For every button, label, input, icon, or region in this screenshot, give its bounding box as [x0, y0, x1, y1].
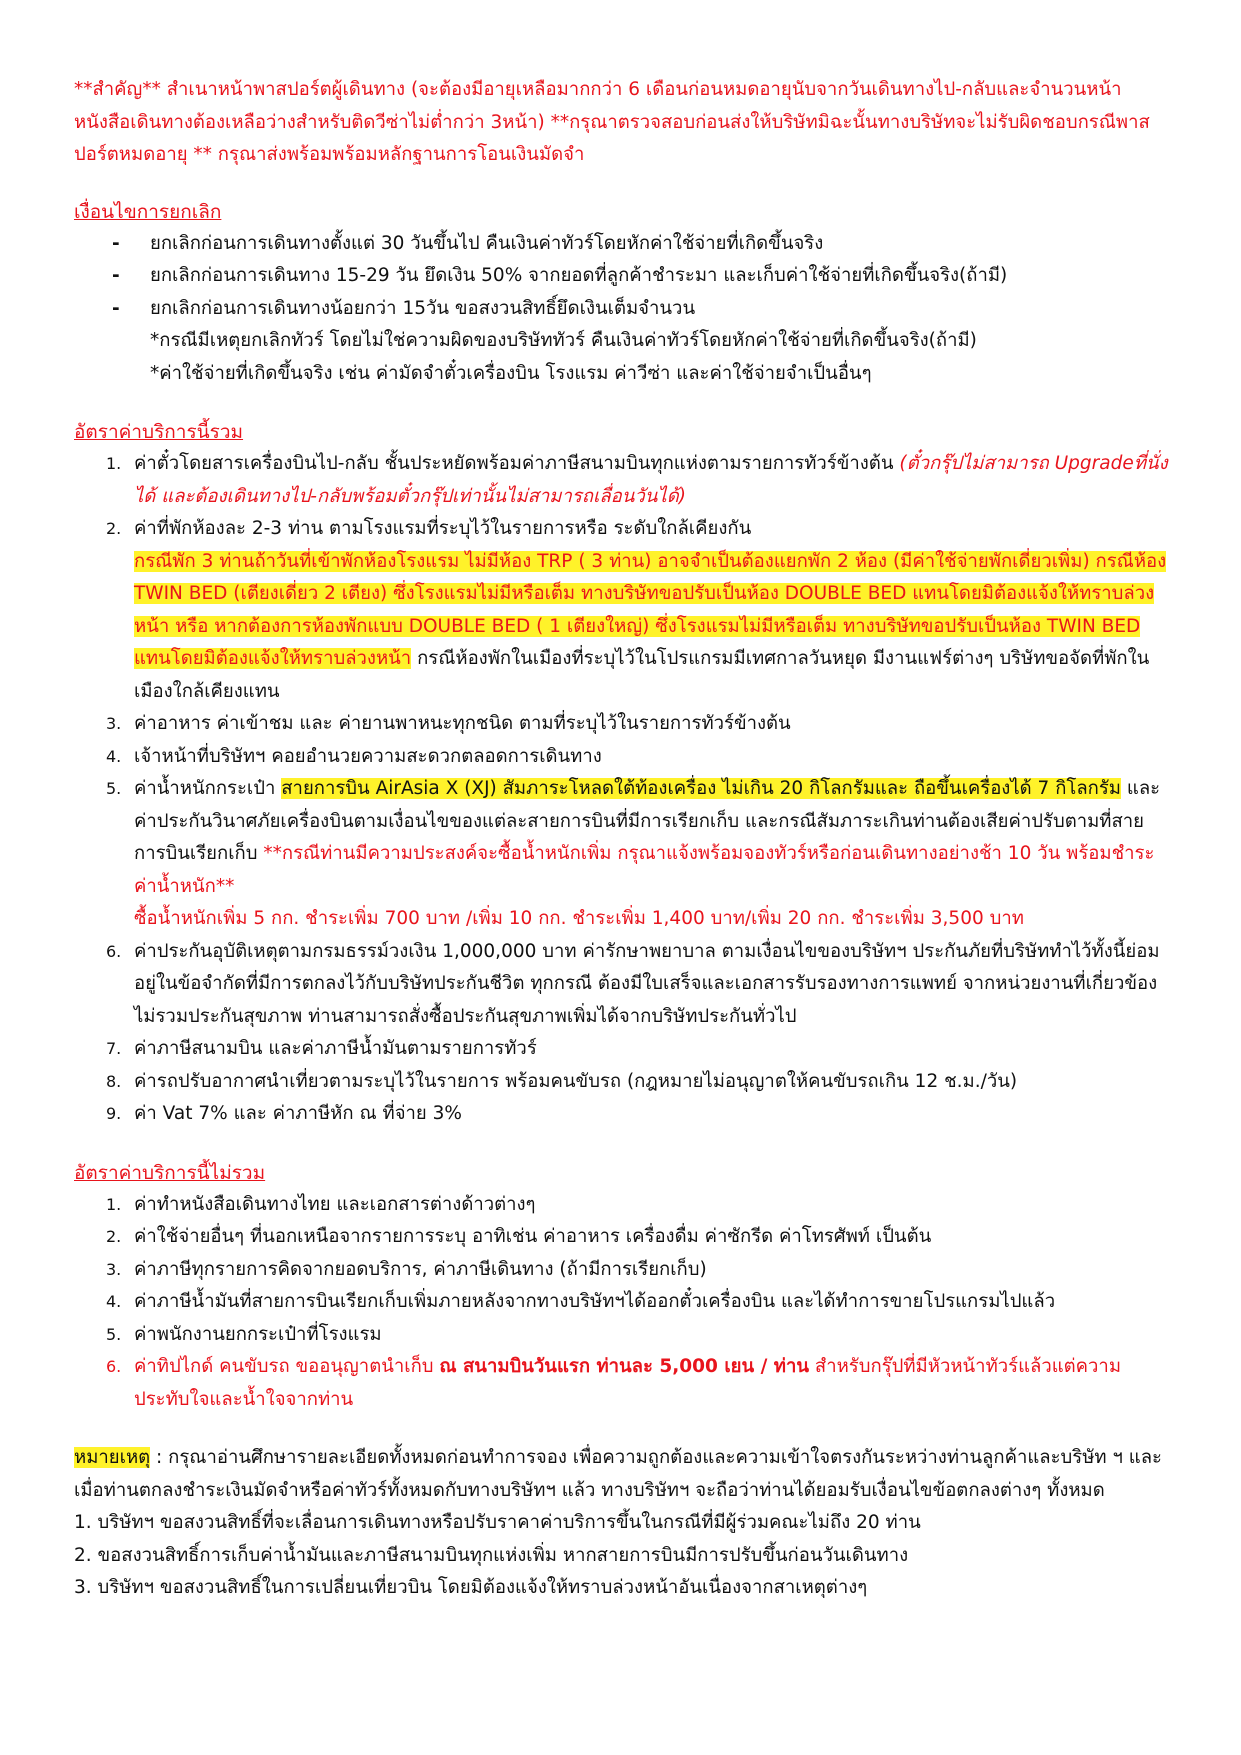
cancel-note: *กรณีมีเหตุยกเลิกทัวร์ โดยไม่ใช่ความผิดของบริษัททัวร์ คืนเงินค่าทัวร์โดยหักค่าใช้จ่ายที่เกิดขึ้นจริง(ถ้ามี): [150, 330, 977, 351]
remark-label: หมายเหตุ: [74, 1447, 151, 1468]
cancel-item: - ยกเลิกก่อนการเดินทางน้อยกว่า 15วัน ขอสงวนสิทธิ์ยึดเงินเต็มจำนวน: [112, 297, 696, 319]
excluded-item: 5. ค่าพนักงานยกกระเป๋าที่โรงแรม: [106, 1323, 382, 1345]
excluded-heading: อัตราค่าบริการนี้ไม่รวม: [74, 1161, 266, 1184]
remark-item: 1. บริษัทฯ ขอสงวนสิทธิ์ที่จะเลื่อนการเดินทางหรือปรับราคาค่าบริการขึ้นในกรณีที่มีผู้ร่วมคณะไม่ถึง 20 ท่าน: [74, 1512, 921, 1533]
cancel-item: - ยกเลิกก่อนการเดินทางตั้งแต่ 30 วันขึ้นไป คืนเงินค่าทัวร์โดยหักค่าใช้จ่ายที่เกิดขึ้นจริง: [112, 232, 824, 254]
cancel-item: - ยกเลิกก่อนการเดินทาง 15-29 วัน ยึดเงิน 50% จากยอดที่ลูกค้าชำระมา และเก็บค่าใช้จ่ายที่เกิดขึ้นจริง(ถ้ามี): [112, 265, 1008, 286]
passport-notice: **สำคัญ** สำเนาหน้าพาสปอร์ตผู้เดินทาง (จะต้องมีอายุเหลือมากกว่า 6 เดือนก่อนหมดอายุนับจากวันเดินทางไป-กลับและจำนวนหน้าหนังสือเดินทางต้องเหลือว่างสำหรับติดวีซ่าไม่ต่ำกว่า 3หน้า) **กรุณาตรวจสอบก่อนส่งให้บริษัทมิฉะนั้นทางบริษัทจะไม่รับผิดชอบกรณีพาสปอร์ตหมดอายุ ** กรุณาส่งพร้อมพร้อมหลักฐานการโอนเงินมัดจำ: [74, 79, 1150, 165]
included-list: [74, 448, 1169, 1131]
excluded-item: 6. ค่าทิปไกด์ คนขับรถ ขออนุญาตนำเก็บ ณ สนามบินวันแรก ท่านละ 5,000 เยน / ท่าน สำหรับกรุ๊ปที่มีหัวหน้าทัวร์แล้วแต่ความประทับใจและน้ำใจจากท่าน: [106, 1356, 1122, 1410]
included-item: 4. เจ้าหน้าที่บริษัทฯ คอยอำนวยความสะดวกตลอดการเดินทาง: [106, 745, 602, 767]
excluded-list: [74, 1189, 1169, 1417]
included-item: 3. ค่าอาหาร ค่าเข้าชม และ ค่ายานพาหนะทุกชนิด ตามที่ระบุไว้ในรายการทัวร์ข้างต้น: [106, 713, 791, 734]
included-item: 5. ค่าน้ำหนักกระเป๋า สายการบิน AirAsia X (XJ) สัมภาระโหลดใต้ท้องเครื่อง ไม่เกิน 20 กิโลกรัมและ ถือขึ้นเครื่องได้ 7 กิโลกรัม และค่าประกันวินาศภัยเครื่องบินตามเงื่อนไขของแต่ละสายการบินที่มีการเรียกเก็บ และกรณีสัมภาระเกินท่านต้องเสียค่าปรับตามที่สายการบินเรียกเก็บ **กรณีท่านมีความประสงค์จะซื้อน้ำหนักเพิ่ม กรุณาแจ้งพร้อมจองทัวร์หรือก่อนเดินทางอย่างช้า 10 วัน พร้อมชำระค่าน้ำหนัก** ซื้อน้ำหนักเพิ่ม 5 กก. ชำระเพิ่ม 700 บาท /เพิ่ม 10 กก. ชำระเพิ่ม 1,400 บาท/เพิ่ม 20 กก. ชำระเพิ่ม 3,500 บาท: [106, 778, 1161, 929]
included-item: 8. ค่ารถปรับอากาศนำเที่ยวตามระบุไว้ในรายการ พร้อมคนขับรถ (กฎหมายไม่อนุญาตให้คนขับรถเกิน 12 ช.ม./วัน): [106, 1070, 1018, 1092]
included-item: 1. ค่าตั๋วโดยสารเครื่องบินไป-กลับ ชั้นประหยัดพร้อมค่าภาษีสนามบินทุกแห่งตามรายการทัวร์ข้างต้น (ตั๋วกรุ๊ปไม่สามารถ Upgradeที่นั่ง ได้ และต้องเดินทางไป-กลับพร้อมตั๋วกรุ๊ปเท่านั้นไม่สามารถเลื่อนวันได้): [106, 453, 1168, 507]
included-item: 2. ค่าที่พักห้องละ 2-3 ท่าน ตามโรงแรมที่ระบุไว้ในรายการหรือ ระดับใกล้เคียงกัน กรณีพัก 3 ท่านถ้าวันที่เข้าพักห้องโรงแรม ไม่มีห้อง TRP ( 3 ท่าน) อาจจำเป็นต้องแยกพัก 2 ห้อง (มีค่าใช้จ่ายพักเดี่ยวเพิ่ม) กรณีห้อง TWIN BED (เตียงเดี่ยว 2 เตียง) ซึ่งโรงแรมไม่มีหรือเต็ม ทางบริษัทขอปรับเป็นห้อง DOUBLE BED แทนโดยมิต้องแจ้งให้ทราบล่วงหน้า หรือ หากต้องการห้องพักแบบ DOUBLE BED ( 1 เตียงใหญ่) ซึ่งโรงแรมไม่มีหรือเต็ม ทางบริษัทขอปรับเป็นห้อง TWIN BED แทนโดยมิต้องแจ้งให้ทราบล่วงหน้า กรณีห้องพักในเมืองที่ระบุไว้ในโปรแกรมมีเทศกาลวันหยุด มีงานแฟร์ต่างๆ บริษัทขอจัดที่พักในเมืองใกล้เคียงแทน: [106, 518, 1167, 702]
cancel-heading: เงื่อนไขการยกเลิก: [74, 200, 222, 223]
included-item: 9. ค่า Vat 7% และ ค่าภาษีหัก ณ ที่จ่าย 3%: [106, 1103, 462, 1124]
excluded-item: 2. ค่าใช้จ่ายอื่นๆ ที่นอกเหนือจากรายการระบุ อาทิเช่น ค่าอาหาร เครื่องดื่ม ค่าซักรีด ค่าโทรศัพท์ เป็นต้น: [106, 1226, 932, 1247]
included-heading: อัตราค่าบริการนี้รวม: [74, 421, 244, 443]
cancel-list: [74, 228, 1169, 326]
highlight-baggage: สายการบิน AirAsia X (XJ) สัมภาระโหลดใต้ท้องเครื่อง ไม่เกิน 20 กิโลกรัมและ ถือขึ้นเครื่องได้ 7 กิโลกรัม: [281, 778, 1122, 799]
remark-paragraph: หมายเหตุ : กรุณาอ่านศึกษารายละเอียดทั้งหมดก่อนทำการจอง เพื่อความถูกต้องและความเข้าใจตรงกันระหว่างท่านลูกค้าและบริษัท ฯ และเมื่อท่านตกลงชำระเงินมัดจำหรือค่าทัวร์ทั้งหมดกับทางบริษัทฯ แล้ว ทางบริษัทฯ จะถือว่าท่านได้ยอมรับเงื่อนไขข้อตกลงต่างๆ ทั้งหมด: [74, 1447, 1162, 1501]
remark-item: 3. บริษัทฯ ขอสงวนสิทธิ์ในการเปลี่ยนเที่ยวบิน โดยมิต้องแจ้งให้ทราบล่วงหน้าอันเนื่องจากสาเหตุต่างๆ: [74, 1577, 868, 1598]
included-item: 6. ค่าประกันอุบัติเหตุตามกรมธรรม์วงเงิน 1,000,000 บาท ค่ารักษาพยาบาล ตามเงื่อนไขของบริษัทฯ ประกันภัยที่บริษัททำไว้ทั้งนี้ย่อมอยู่ในข้อจำกัดที่มีการตกลงไว้กับบริษัทประกันชีวิต ทุกกรณี ต้องมีใบเสร็จและเอกสารรับรองทางการแพทย์ จากหน่วยงานที่เกี่ยวข้อง ไม่รวมประกันสุขภาพ ท่านสามารถสั่งซื้อประกันสุขภาพเพิ่มได้จากบริษัทประกันทั่วไป: [106, 940, 1160, 1027]
excluded-item: 4. ค่าภาษีน้ำมันที่สายการบินเรียกเก็บเพิ่มภายหลังจากทางบริษัทฯได้ออกตั๋วเครื่องบิน และได้ทำการขายโปรแกรมไปแล้ว: [106, 1291, 1056, 1312]
document-page: [74, 74, 1169, 1605]
included-item: 7. ค่าภาษีสนามบิน และค่าภาษีน้ำมันตามรายการทัวร์: [106, 1038, 537, 1059]
excluded-item: 1. ค่าทำหนังสือเดินทางไทย และเอกสารต่างด้าวต่างๆ: [106, 1193, 536, 1215]
remark-item: 2. ขอสงวนสิทธิ์การเก็บค่าน้ำมันและภาษีสนามบินทุกแห่งเพิ่ม หากสายการบินมีการปรับขึ้นก่อนวันเดินทาง: [74, 1544, 909, 1566]
highlight-room-note: กรณีพัก 3 ท่านถ้าวันที่เข้าพักห้องโรงแรม ไม่มีห้อง TRP ( 3 ท่าน) อาจจำเป็นต้องแยกพัก 2 ห้อง (มีค่าใช้จ่ายพักเดี่ยวเพิ่ม) กรณีห้อง TWIN BED (เตียงเดี่ยว 2 เตียง) ซึ่งโรงแรมไม่มีหรือเต็ม ทางบริษัทขอปรับเป็นห้อง DOUBLE BED แทนโดยมิต้องแจ้งให้ทราบล่วงหน้า หรือ หากต้องการห้องพักแบบ DOUBLE BED ( 1 เตียงใหญ่) ซึ่งโรงแรมไม่มีหรือเต็ม ทางบริษัทขอปรับเป็นห้อง TWIN BED แทนโดยมิต้องแจ้งให้ทราบล่วงหน้า: [134, 550, 1167, 669]
cancel-note: *ค่าใช้จ่ายที่เกิดขึ้นจริง เช่น ค่ามัดจำตั๋วเครื่องบิน โรงแรม ค่าวีซ่า และค่าใช้จ่ายจำเป็นอื่นๆ: [150, 362, 872, 384]
excluded-item: 3. ค่าภาษีทุกรายการคิดจากยอดบริการ, ค่าภาษีเดินทาง (ถ้ามีการเรียกเก็บ): [106, 1258, 707, 1280]
